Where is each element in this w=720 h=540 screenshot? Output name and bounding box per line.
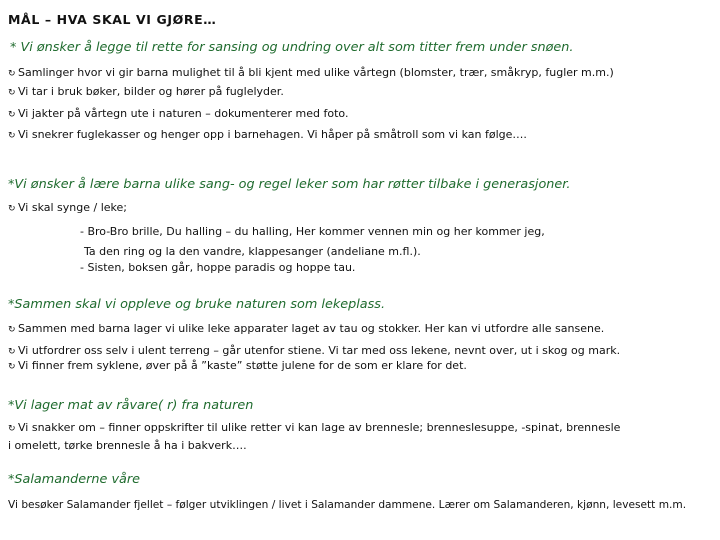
list-item: ↻ Sammen med barna lager vi ulike leke apparater laget av tau og stokker. Her kan vi utfordre alle sansene. <box>8 322 605 335</box>
song-list-line: Ta den ring og la den vandre, klappesanger (andeliane m.fl.). <box>84 245 421 258</box>
list-item-continuation: i omelett, tørke brennesle å ha i bakverk…. <box>8 439 247 452</box>
circular-arrow-icon: ↻ <box>8 131 16 141</box>
circular-arrow-icon: ↻ <box>8 424 16 434</box>
list-item: ↻ Vi utfordrer oss selv i ulent terreng – går utenfor stiene. Vi tar med oss lekene, nevnt over, ut i skog og mark. <box>8 344 621 357</box>
page-title: MÅL – HVA SKAL VI GJØRE… <box>8 12 217 27</box>
goal-heading-2: *Vi ønsker å lære barna ulike sang- og regel leker som har røtter tilbake i generasjoner. <box>8 177 571 192</box>
goal-heading-4: *Vi lager mat av råvare( r) fra naturen <box>8 398 254 413</box>
list-item: ↻ Vi skal synge / leke; <box>8 201 127 214</box>
circular-arrow-icon: ↻ <box>8 69 16 79</box>
song-list-line: - Bro-Bro brille, Du halling – du halling, Her kommer vennen min og her kommer jeg, <box>80 225 545 238</box>
paragraph: Vi besøker Salamander fjellet – følger utviklingen / livet i Salamander dammene. Lærer om Salamanderen, kjønn, levesett m.m. <box>8 499 687 511</box>
goal-heading-5: *Salamanderne våre <box>8 472 141 487</box>
list-item: ↻ Samlinger hvor vi gir barna mulighet til å bli kjent med ulike vårtegn (blomster, trær, småkryp, fugler m.m.) <box>8 66 614 79</box>
list-item: ↻ Vi snakker om – finner oppskrifter til ulike retter vi kan lage av brennesle; brenneslesuppe, -spinat, brennesle <box>8 421 621 434</box>
circular-arrow-icon: ↻ <box>8 325 16 335</box>
song-list-line: - Sisten, boksen går, hoppe paradis og hoppe tau. <box>80 261 356 274</box>
goal-heading-3: *Sammen skal vi oppleve og bruke naturen som lekeplass. <box>8 297 386 312</box>
circular-arrow-icon: ↻ <box>8 88 16 98</box>
list-item: ↻ Vi tar i bruk bøker, bilder og hører på fuglelyder. <box>8 85 284 98</box>
circular-arrow-icon: ↻ <box>8 362 16 372</box>
list-item: ↻ Vi jakter på vårtegn ute i naturen – dokumenterer med foto. <box>8 107 349 120</box>
list-item: ↻ Vi finner frem syklene, øver på å ”kaste” støtte julene for de som er klare for det. <box>8 359 467 372</box>
goal-heading-1: * Vi ønsker å legge til rette for sansing og undring over alt som titter frem under snøen. <box>10 40 574 55</box>
circular-arrow-icon: ↻ <box>8 204 16 214</box>
circular-arrow-icon: ↻ <box>8 110 16 120</box>
list-item: ↻ Vi snekrer fuglekasser og henger opp i barnehagen. Vi håper på småtroll som vi kan følge…. <box>8 128 527 141</box>
circular-arrow-icon: ↻ <box>8 347 16 357</box>
